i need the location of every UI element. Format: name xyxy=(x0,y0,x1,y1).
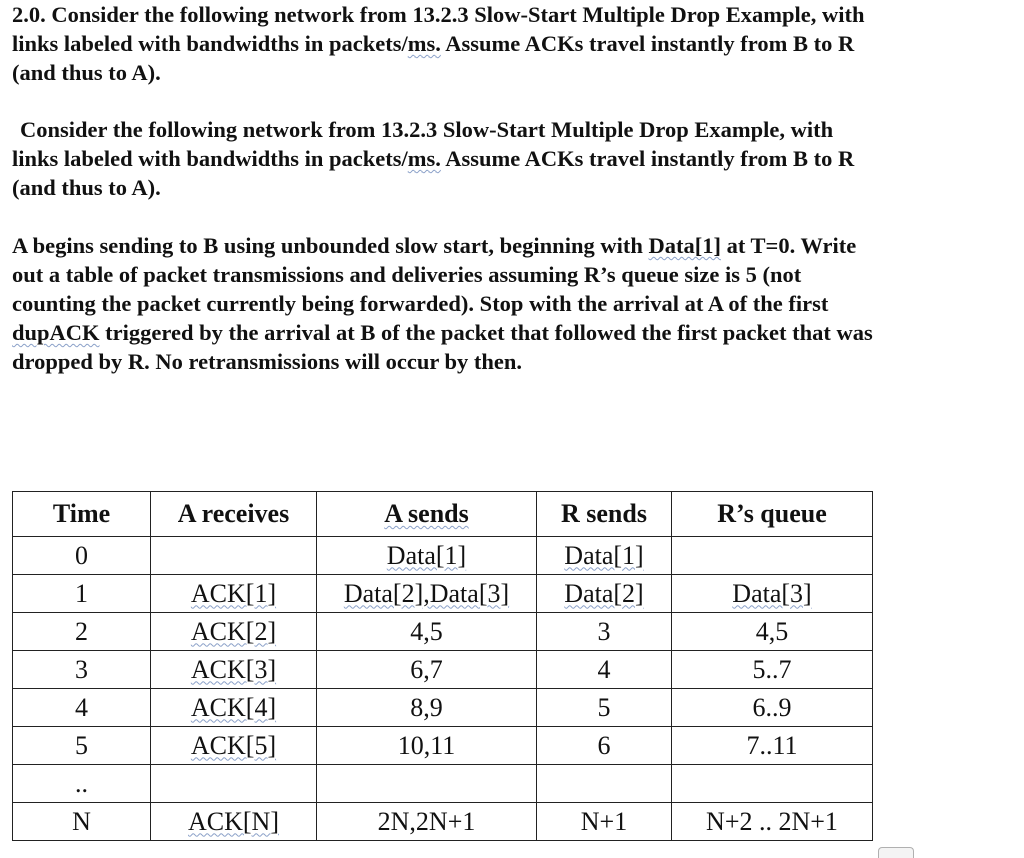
cell-a-receives xyxy=(151,537,317,575)
cell-time: 5 xyxy=(13,727,151,765)
cell-a-receives: ACK[1] xyxy=(151,575,317,613)
cell-r-queue xyxy=(672,765,873,803)
cell-r-queue: 7..11 xyxy=(672,727,873,765)
cell-r-queue: 5..7 xyxy=(672,651,873,689)
cell-time: 4 xyxy=(13,689,151,727)
paragraph-line: A begins sending to B using unbounded slow start, beginning with Data[1] at T=0. Write xyxy=(12,233,857,258)
table-header-row xyxy=(13,492,873,537)
cell-time: 1 xyxy=(13,575,151,613)
cell-r-sends: 3 xyxy=(537,613,672,651)
paragraph-line: dropped by R. No retransmissions will occur by then. xyxy=(12,349,523,374)
cell-r-queue: N+2 .. 2N+1 xyxy=(672,803,873,841)
paragraph-line: 2.0. Consider the following network from 13.2.3 Slow-Start Multiple Drop Example, with xyxy=(12,2,865,27)
cell-a-sends: Data[2],Data[3] xyxy=(317,575,537,613)
paragraph-task xyxy=(12,231,1002,376)
cell-r-queue xyxy=(672,537,873,575)
paragraph-line: (and thus to A). xyxy=(12,60,161,85)
table-row xyxy=(13,765,873,803)
cell-a-sends: 4,5 xyxy=(317,613,537,651)
transmission-table xyxy=(12,491,873,841)
cell-r-sends xyxy=(537,765,672,803)
header-a-sends: A sends xyxy=(317,492,537,537)
cell-r-sends: 5 xyxy=(537,689,672,727)
cell-r-sends: Data[1] xyxy=(537,537,672,575)
table-row xyxy=(13,689,873,727)
header-r-queue: R’s queue xyxy=(672,492,873,537)
cell-r-sends: 6 xyxy=(537,727,672,765)
table-row xyxy=(13,651,873,689)
paragraph-line: dupACK triggered by the arrival at B of the packet that followed the first packet that was xyxy=(12,320,873,345)
cell-time: .. xyxy=(13,765,151,803)
cell-a-receives: ACK[5] xyxy=(151,727,317,765)
cell-a-receives: ACK[2] xyxy=(151,613,317,651)
table-row xyxy=(13,803,873,841)
paragraph-line: counting the packet currently being forwarded). Stop with the arrival at A of the first xyxy=(12,291,829,316)
cell-time: 2 xyxy=(13,613,151,651)
cell-a-receives: ACK[N] xyxy=(151,803,317,841)
scroll-handle[interactable] xyxy=(878,847,914,858)
paragraph-line: Consider the following network from 13.2.3 Slow-Start Multiple Drop Example, with xyxy=(20,117,834,142)
paragraph-intro xyxy=(12,0,1002,87)
cell-a-sends: 10,11 xyxy=(317,727,537,765)
header-time: Time xyxy=(13,492,151,537)
paragraph-line: links labeled with bandwidths in packets/ms. Assume ACKs travel instantly from B to R xyxy=(12,31,855,56)
cell-a-receives xyxy=(151,765,317,803)
cell-time: 0 xyxy=(13,537,151,575)
cell-r-queue: Data[3] xyxy=(672,575,873,613)
cell-r-sends: N+1 xyxy=(537,803,672,841)
cell-a-sends: 8,9 xyxy=(317,689,537,727)
cell-r-queue: 4,5 xyxy=(672,613,873,651)
paragraph-line: (and thus to A). xyxy=(12,175,161,200)
cell-a-sends: 6,7 xyxy=(317,651,537,689)
table-row xyxy=(13,575,873,613)
cell-r-sends: 4 xyxy=(537,651,672,689)
cell-r-sends: Data[2] xyxy=(537,575,672,613)
header-a-receives: A receives xyxy=(151,492,317,537)
paragraph-line: links labeled with bandwidths in packets/ms. Assume ACKs travel instantly from B to R xyxy=(12,146,855,171)
cell-a-receives: ACK[3] xyxy=(151,651,317,689)
table-row xyxy=(13,613,873,651)
cell-a-sends: Data[1] xyxy=(317,537,537,575)
paragraph-repeat xyxy=(12,115,1000,202)
header-r-sends: R sends xyxy=(537,492,672,537)
cell-a-receives: ACK[4] xyxy=(151,689,317,727)
cell-r-queue: 6..9 xyxy=(672,689,873,727)
table-row xyxy=(13,537,873,575)
cell-a-sends: 2N,2N+1 xyxy=(317,803,537,841)
paragraph-line: out a table of packet transmissions and deliveries assuming R’s queue size is 5 (not xyxy=(12,262,802,287)
cell-a-sends xyxy=(317,765,537,803)
cell-time: N xyxy=(13,803,151,841)
table-row xyxy=(13,727,873,765)
cell-time: 3 xyxy=(13,651,151,689)
